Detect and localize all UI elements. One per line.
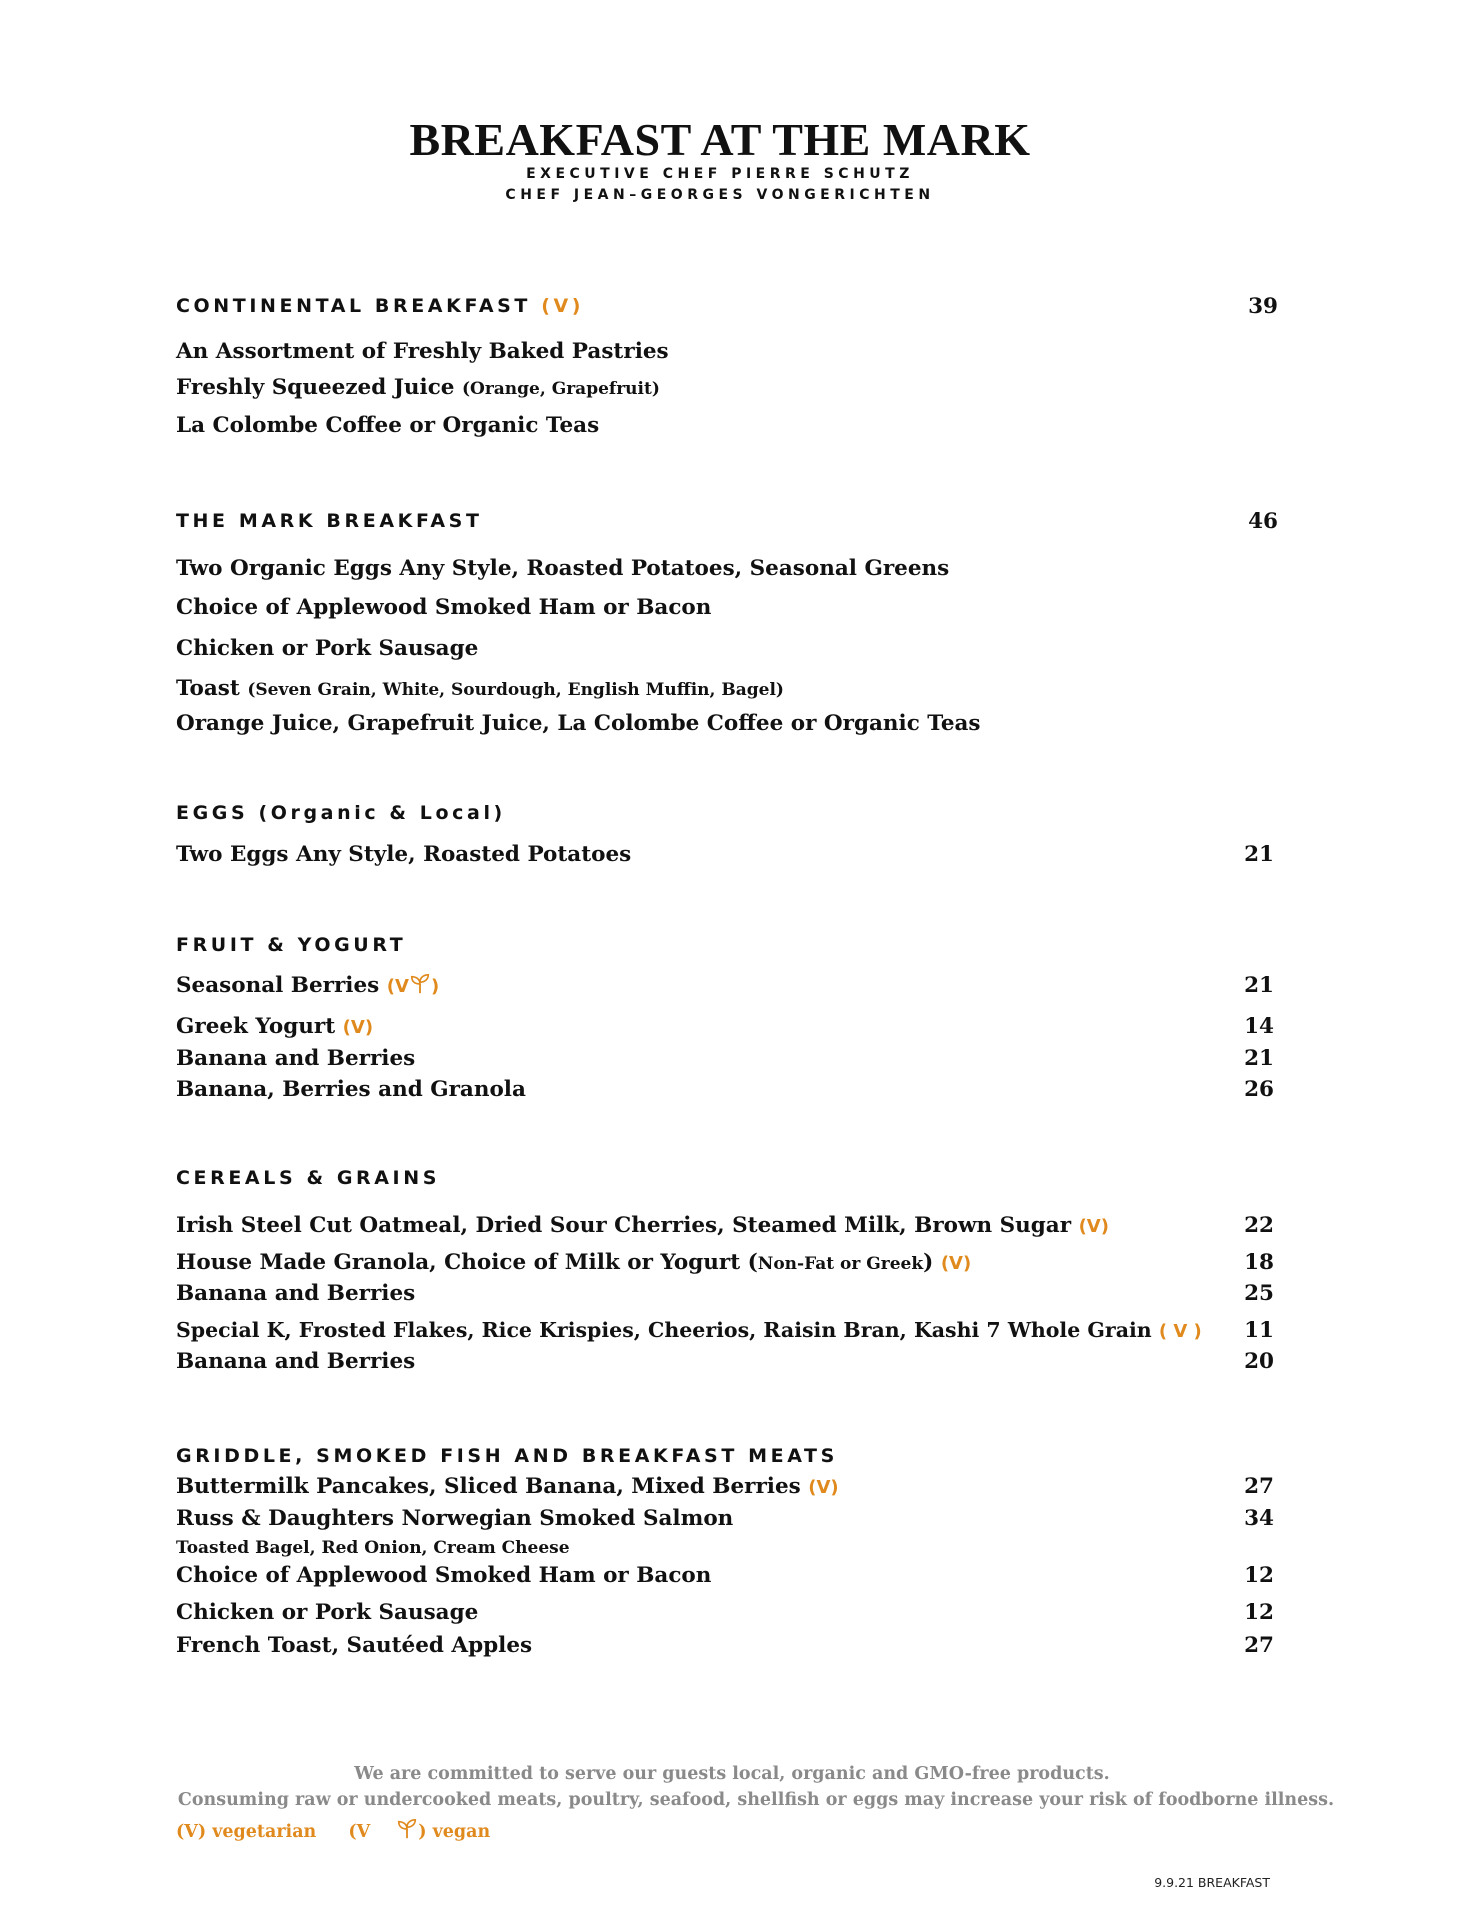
cereals-price-2: 18 — [1244, 1250, 1274, 1275]
griddle-price-5: 27 — [1244, 1633, 1274, 1658]
legend-vegan-close: ) vegan — [418, 1822, 491, 1842]
cereals-item-4 — [176, 1318, 1202, 1342]
griddle-item-3: Choice of Applewood Smoked Ham or Bacon — [176, 1563, 712, 1588]
cereals-item-3: Banana and Berries — [176, 1281, 416, 1306]
cereals-price-3: 25 — [1244, 1281, 1274, 1306]
continental-price: 39 — [1248, 294, 1278, 319]
fruit-price-4: 26 — [1244, 1077, 1274, 1102]
mark-line-5: Orange Juice, Grapefruit Juice, La Colombe Coffee or Organic Teas — [176, 711, 981, 736]
continental-line-3: La Colombe Coffee or Organic Teas — [176, 413, 600, 438]
cereals-price-1: 22 — [1244, 1213, 1274, 1238]
legend-vegan-open: (V — [348, 1822, 371, 1842]
griddle-price-2: 34 — [1244, 1506, 1274, 1531]
section-continental-title — [176, 295, 584, 317]
legend-vegetarian: (V) vegetarian — [176, 1822, 317, 1842]
vegetarian-tag: (V) — [541, 295, 585, 317]
menu-version-code: 9.9.21 BREAKFAST — [1154, 1875, 1270, 1890]
fruit-item-1 — [176, 973, 439, 998]
dietary-legend — [176, 1818, 542, 1842]
fruit-price-2: 14 — [1244, 1014, 1274, 1039]
vegan-tag-close: ) — [430, 976, 440, 997]
item-note: Non-Fat or Greek — [757, 1254, 924, 1274]
section-griddle-title: GRIDDLE, SMOKED FISH AND BREAKFAST MEATS — [176, 1445, 838, 1467]
griddle-item-2: Russ & Daughters Norwegian Smoked Salmon — [176, 1506, 734, 1531]
section-mark-title: THE MARK BREAKFAST — [176, 510, 483, 532]
mark-line-3: Chicken or Pork Sausage — [176, 636, 479, 661]
griddle-item-2-description: Toasted Bagel, Red Onion, Cream Cheese — [176, 1538, 570, 1558]
health-advisory: Consuming raw or undercooked meats, poultry, seafood, shellfish or eggs may increase your risk of foodborne illness. — [177, 1790, 1335, 1810]
item-text: Special K, Frosted Flakes, Rice Krispies, Cheerios, Raisin Bran, Kashi 7 Whole Grain — [176, 1318, 1152, 1342]
mark-line-4 — [176, 676, 784, 701]
vegetarian-tag: (V) — [1078, 1216, 1109, 1237]
vegan-tag-open: (V — [386, 976, 409, 997]
mark-line-1: Two Organic Eggs Any Style, Roasted Potatoes, Seasonal Greens — [176, 556, 950, 581]
item-text-close: ) — [923, 1250, 934, 1275]
fruit-item-4: Banana, Berries and Granola — [176, 1077, 526, 1102]
griddle-price-3: 12 — [1244, 1563, 1274, 1588]
menu-title: BREAKFAST AT THE MARK — [409, 114, 1031, 165]
fruit-price-3: 21 — [1244, 1046, 1274, 1071]
griddle-item-1 — [176, 1474, 839, 1499]
cereals-price-5: 20 — [1244, 1349, 1274, 1374]
executive-chef: EXECUTIVE CHEF PIERRE SCHUTZ — [526, 166, 914, 182]
fruit-item-3: Banana and Berries — [176, 1046, 416, 1071]
cereals-item-1 — [176, 1213, 1109, 1238]
eggs-price-1: 21 — [1244, 842, 1274, 867]
sprout-icon — [409, 973, 431, 995]
griddle-item-5: French Toast, Sautéed Apples — [176, 1633, 533, 1658]
item-text: House Made Granola, Choice of Milk or Yogurt ( — [176, 1250, 758, 1275]
item-text: Irish Steel Cut Oatmeal, Dried Sour Cherries, Steamed Milk, Brown Sugar — [176, 1213, 1072, 1238]
continental-line-2 — [176, 375, 660, 400]
mark-price: 46 — [1248, 509, 1278, 534]
section-title-text: CONTINENTAL BREAKFAST — [176, 295, 531, 317]
griddle-item-4: Chicken or Pork Sausage — [176, 1600, 479, 1625]
item-text: Buttermilk Pancakes, Sliced Banana, Mixed Berries — [176, 1474, 801, 1499]
griddle-price-4: 12 — [1244, 1600, 1274, 1625]
vegetarian-tag: (V) — [808, 1477, 839, 1498]
sprout-icon — [396, 1818, 418, 1840]
fruit-item-2 — [176, 1014, 373, 1039]
legend-vegan — [348, 1822, 516, 1842]
section-fruit-title: FRUIT & YOGURT — [176, 934, 407, 956]
section-eggs-title: EGGS (Organic & Local) — [176, 802, 506, 824]
mark-line-2: Choice of Applewood Smoked Ham or Bacon — [176, 595, 712, 620]
cereals-item-2 — [176, 1250, 971, 1275]
item-text: Greek Yogurt — [176, 1014, 336, 1039]
vegetarian-tag: (V) — [342, 1017, 374, 1038]
cereals-item-5: Banana and Berries — [176, 1349, 416, 1374]
eggs-item-1: Two Eggs Any Style, Roasted Potatoes — [176, 842, 632, 867]
vegetarian-tag: ( V ) — [1158, 1321, 1202, 1342]
fruit-price-1: 21 — [1244, 973, 1274, 998]
item-note: (Seven Grain, White, Sourdough, English Muffin, Bagel) — [247, 680, 784, 700]
sourcing-statement: We are committed to serve our guests local, organic and GMO-free products. — [354, 1764, 1110, 1784]
griddle-price-1: 27 — [1244, 1474, 1274, 1499]
item-text: Freshly Squeezed Juice — [176, 375, 455, 400]
continental-line-1: An Assortment of Freshly Baked Pastries — [176, 339, 669, 364]
item-note: (Orange, Grapefruit) — [461, 379, 660, 399]
vegan-tag — [387, 976, 439, 997]
vegetarian-tag: (V) — [940, 1253, 972, 1274]
chef-name: CHEF JEAN–GEORGES VONGERICHTEN — [505, 187, 935, 203]
section-cereals-title: CEREALS & GRAINS — [176, 1167, 441, 1189]
item-text: Toast — [176, 676, 240, 701]
item-text: Seasonal Berries — [176, 973, 380, 998]
cereals-price-4: 11 — [1244, 1318, 1274, 1343]
